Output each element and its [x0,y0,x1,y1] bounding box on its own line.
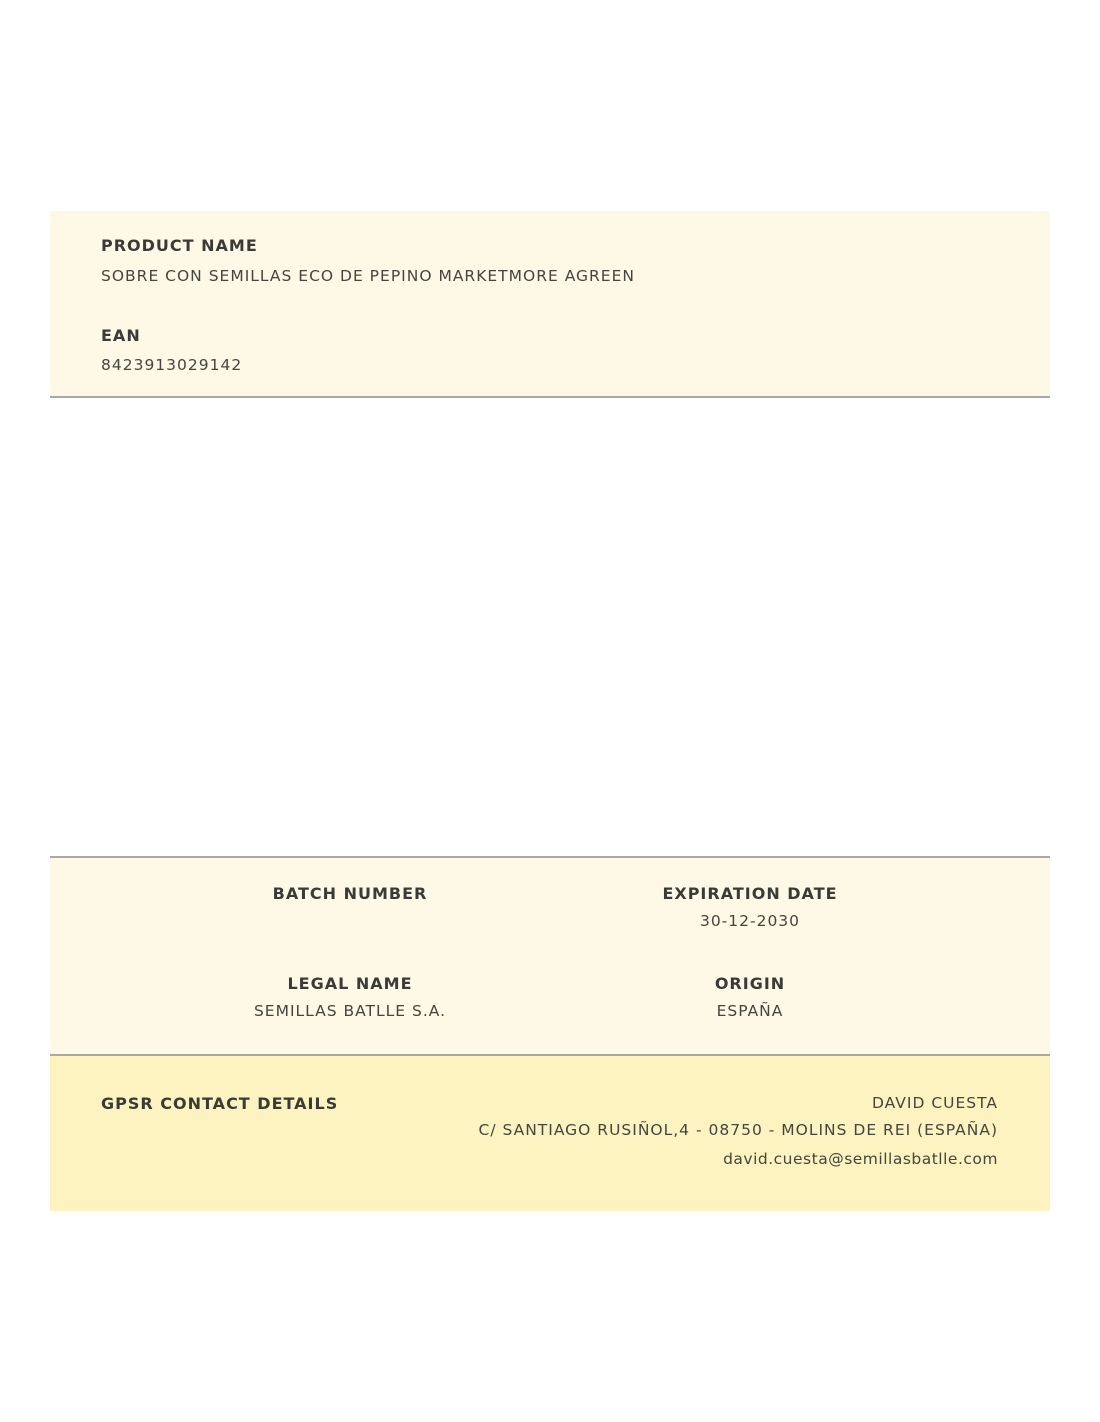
product-name-value: SOBRE CON SEMILLAS ECO DE PEPINO MARKETMORE AGREEN [101,267,635,285]
expiration-date-cell [550,884,950,930]
origin-cell [550,974,950,1020]
contact-name: DAVID CUESTA [872,1094,998,1112]
product-name-label: PRODUCT NAME [101,236,258,255]
origin-label: ORIGIN [714,974,786,993]
details-section [50,856,1050,1056]
origin-value: ESPAÑA [716,1002,784,1020]
legal-name-label: LEGAL NAME [287,974,413,993]
ean-value: 8423913029142 [101,356,243,374]
contact-address: C/ SANTIAGO RUSIÑOL,4 - 08750 - MOLINS DE REI (ESPAÑA) [478,1121,998,1139]
contact-email: david.cuesta@semillasbatlle.com [723,1150,998,1168]
legal-name-value: SEMILLAS BATLLE S.A. [253,1002,447,1020]
gpsr-contact-label: GPSR CONTACT DETAILS [101,1094,339,1113]
legal-name-cell [150,974,550,1020]
product-section [50,211,1050,398]
batch-number-label: BATCH NUMBER [272,884,428,903]
batch-number-cell [150,884,550,912]
expiration-date-label: EXPIRATION DATE [662,884,838,903]
ean-label: EAN [101,326,141,345]
expiration-date-value: 30-12-2030 [699,912,801,930]
contact-section [50,1056,1050,1211]
